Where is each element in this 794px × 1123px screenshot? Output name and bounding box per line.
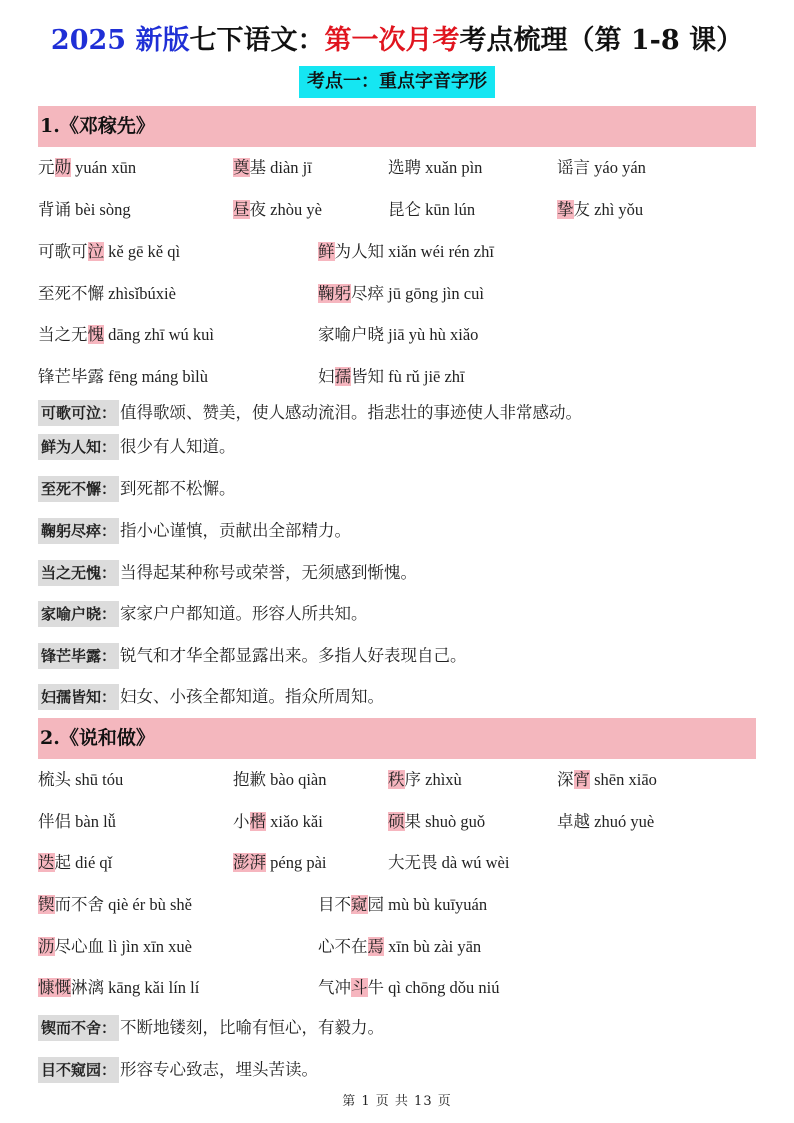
definition-text: 妇女、小孩全都知道。指众所周知。 <box>120 687 385 706</box>
vocab-item: 选聘 xuǎn pìn <box>388 158 483 177</box>
page-number: 第 1 页 共 13 页 <box>342 1094 452 1109</box>
definition-row <box>38 601 368 627</box>
vocab-item: 昼夜 zhòu yè <box>233 200 322 219</box>
definition-row <box>38 518 351 544</box>
definition-term: 鞠躬尽瘁： <box>38 518 119 544</box>
definition-row <box>38 560 417 586</box>
definition-text: 很少有人知道。 <box>120 437 236 456</box>
title-exam: 第一次月考 <box>324 25 460 56</box>
vocab-item: 锲而不舍 qiè ér bù shě <box>38 895 192 914</box>
vocab-item: 锋芒毕露 fēng máng bìlù <box>38 367 209 386</box>
title-scope: 考点梳理（第 1-8 课） <box>459 25 744 56</box>
title-edition: 新版 <box>135 25 190 56</box>
vocab-item: 抱歉 bào qiàn <box>233 770 327 789</box>
topic-heading: 考点一：重点字音字形 <box>299 66 495 98</box>
title-subject: 七下语文： <box>189 25 325 56</box>
section-heading-2: 2.《说和做》 <box>38 718 756 759</box>
vocab-item: 深宵 shēn xiāo <box>557 770 657 789</box>
definition-term: 当之无愧： <box>38 560 119 586</box>
vocab-item: 秩序 zhìxù <box>388 770 462 789</box>
vocab-item: 沥尽心血 lì jìn xīn xuè <box>38 937 192 956</box>
vocab-item: 伴侣 bàn lǚ <box>38 812 116 831</box>
vocab-item: 鞠躬尽瘁 jū gōng jìn cuì <box>318 284 484 303</box>
definition-term: 家喻户晓： <box>38 601 119 627</box>
vocab-item: 谣言 yáo yán <box>557 158 646 177</box>
vocab-item: 妇孺皆知 fù rǔ jiē zhī <box>318 367 465 386</box>
vocab-item: 元勋 yuán xūn <box>38 158 137 177</box>
definition-term: 至死不懈： <box>38 476 119 502</box>
definition-row <box>38 476 236 502</box>
vocab-item: 迭起 dié qǐ <box>38 853 113 872</box>
vocab-item: 气冲斗牛 qì chōng dǒu niú <box>318 978 500 997</box>
vocab-item: 大无畏 dà wú wèi <box>388 853 510 872</box>
section-heading-1: 1.《邓稼先》 <box>38 106 756 147</box>
definition-row <box>38 434 236 460</box>
vocab-item: 昆仑 kūn lún <box>388 200 476 219</box>
definition-text: 不断地镂刻，比喻有恒心，有毅力。 <box>120 1018 385 1037</box>
definition-row <box>38 400 582 426</box>
vocab-item: 当之无愧 dāng zhī wú kuì <box>38 325 214 344</box>
definition-row <box>38 1015 384 1041</box>
vocab-item: 挚友 zhì yǒu <box>557 200 644 219</box>
definition-term: 鲜为人知： <box>38 434 119 460</box>
definition-row <box>38 643 467 669</box>
vocab-item: 鲜为人知 xiǎn wéi rén zhī <box>318 242 494 261</box>
definition-term: 锲而不舍： <box>38 1015 119 1041</box>
definition-term: 目不窥园： <box>38 1057 119 1083</box>
vocab-item: 硕果 shuò guǒ <box>388 812 486 831</box>
vocab-item: 小楷 xiǎo kǎi <box>233 812 323 831</box>
definition-text: 值得歌颂、赞美，使人感动流泪。指悲壮的事迹使人非常感动。 <box>120 403 583 422</box>
vocab-item: 梳头 shū tóu <box>38 770 124 789</box>
vocab-item: 卓越 zhuó yuè <box>557 812 655 831</box>
definition-text: 家家户户都知道。形容人所共知。 <box>120 604 368 623</box>
definition-term: 锋芒毕露： <box>38 643 119 669</box>
definition-text: 形容专心致志，埋头苦读。 <box>120 1060 319 1079</box>
vocab-item: 家喻户晓 jiā yù hù xiǎo <box>318 325 479 344</box>
vocab-item: 目不窥园 mù bù kuīyuán <box>318 895 488 914</box>
definition-term: 可歌可泣： <box>38 400 119 426</box>
definition-row <box>38 684 384 710</box>
vocab-item: 澎湃 péng pài <box>233 853 327 872</box>
definition-text: 锐气和才华全都显露出来。多指人好表现自己。 <box>120 646 467 665</box>
vocab-item: 慷慨淋漓 kāng kǎi lín lí <box>38 978 200 997</box>
vocab-item: 背诵 bèi sòng <box>38 200 131 219</box>
vocab-item: 至死不懈 zhìsǐbúxiè <box>38 284 176 303</box>
definition-row <box>38 1057 318 1083</box>
definition-text: 指小心谨慎，贡献出全部精力。 <box>120 521 352 540</box>
title-year: 2025 <box>50 25 127 56</box>
definition-text: 到死都不松懈。 <box>120 479 236 498</box>
vocab-item: 奠基 diàn jī <box>233 158 312 177</box>
definition-text: 当得起某种称号或荣誉，无须感到惭愧。 <box>120 563 418 582</box>
page-title <box>0 18 794 57</box>
definition-term: 妇孺皆知： <box>38 684 119 710</box>
vocab-item: 可歌可泣 kě gē kě qì <box>38 242 181 261</box>
vocab-item: 心不在焉 xīn bù zài yān <box>318 937 482 956</box>
